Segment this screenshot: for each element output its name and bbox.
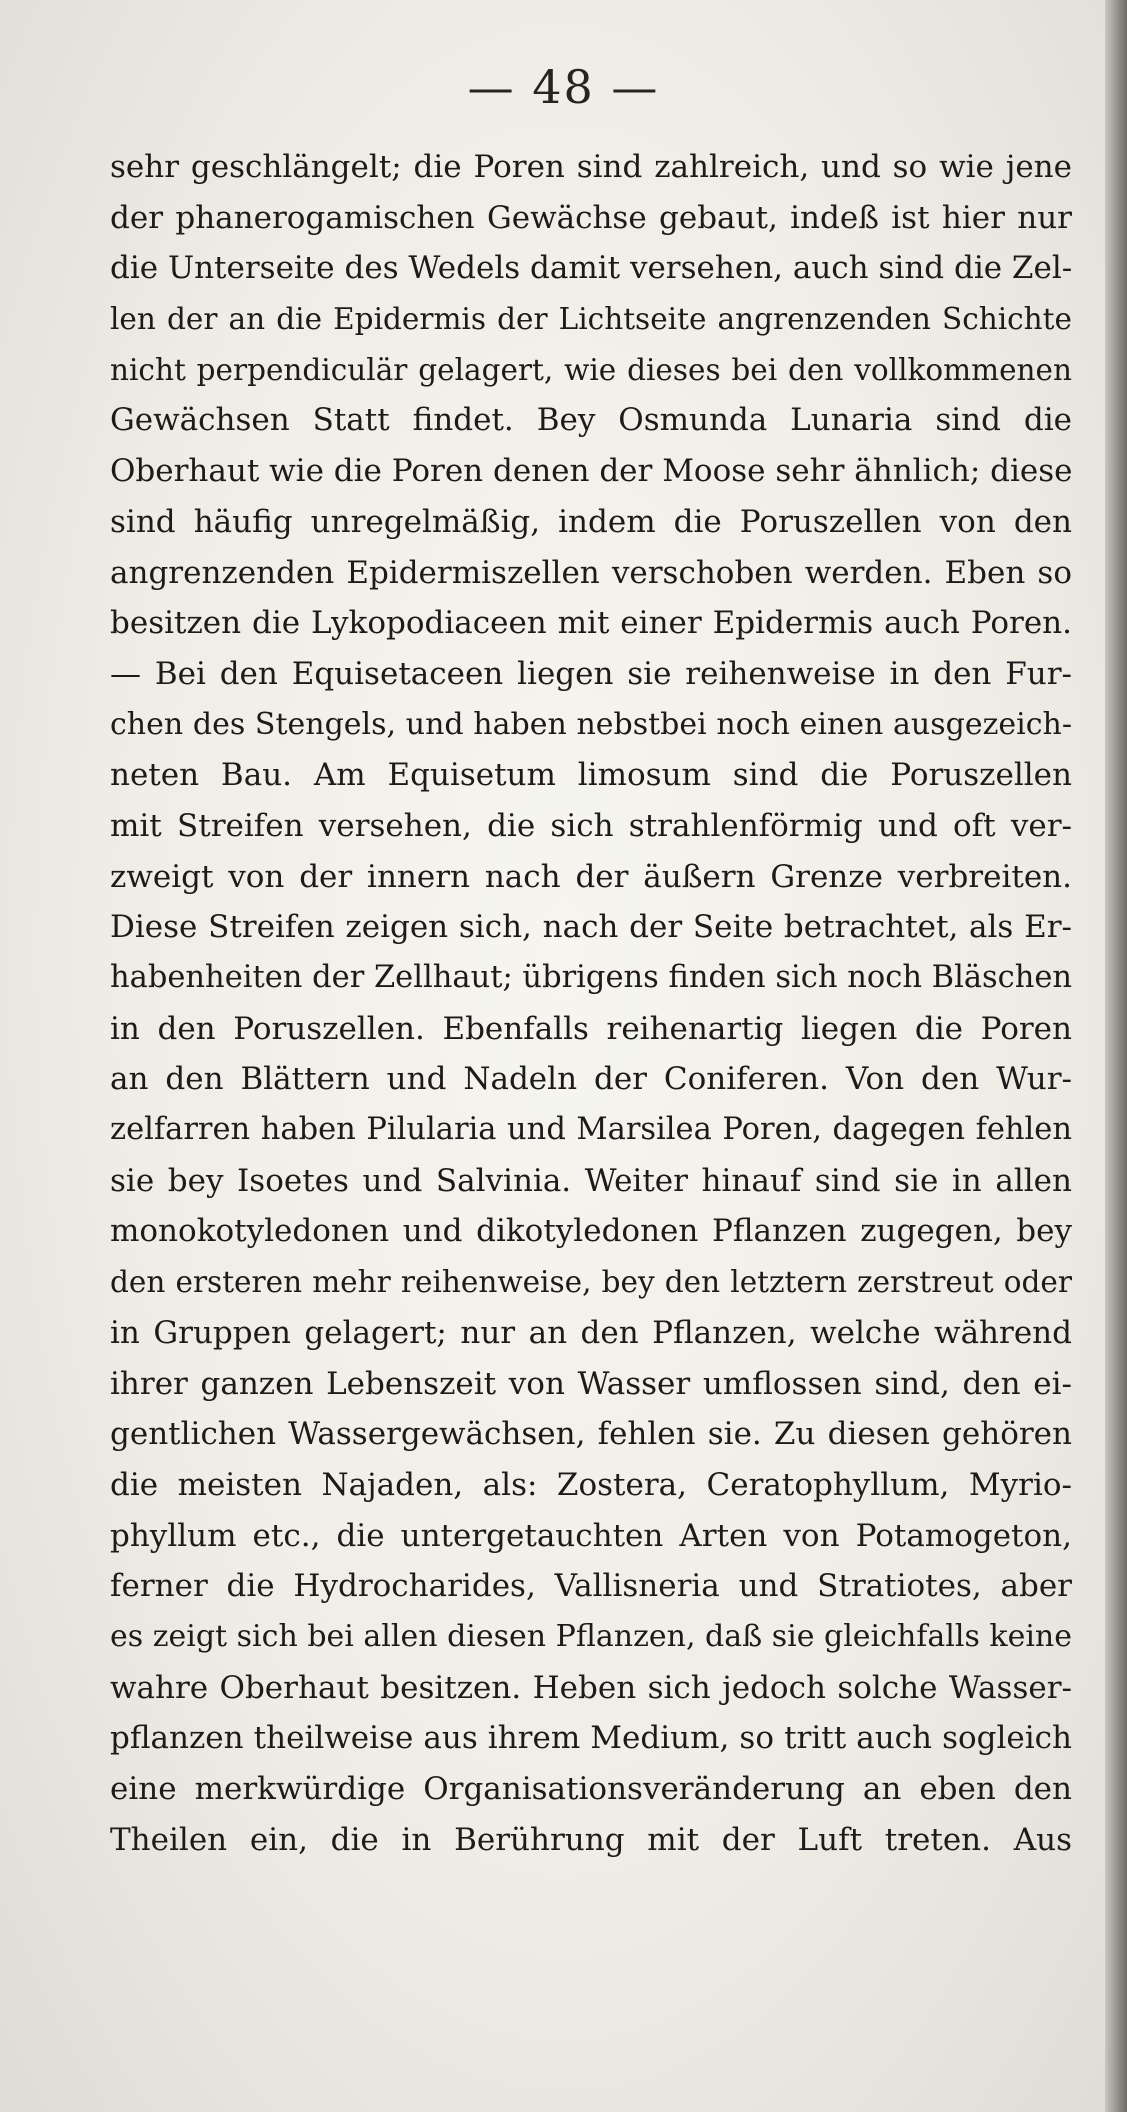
text-line: den ersteren mehr reihenweise, bey den letztern zerstreut oder	[110, 1265, 1072, 1300]
text-line: eine merkwürdige Organisationsveränderung an eben den	[110, 1771, 1072, 1807]
text-line: Theilen ein, die in Berührung mit der Luft treten. Aus	[110, 1821, 1072, 1858]
text-line: pflanzen theilweise aus ihrem Medium, so tritt auch sogleich	[110, 1720, 1072, 1757]
text-line: Oberhaut wie die Poren denen der Moose sehr ähnlich; diese	[110, 453, 1072, 490]
text-line: sehr geschlängelt; die Poren sind zahlreich, und so wie jene	[110, 149, 1072, 185]
text-line: die Unterseite des Wedels damit versehen, auch sind die Zel-	[110, 250, 1072, 287]
text-line: in den Poruszellen. Ebenfalls reihenartig liegen die Poren	[110, 1010, 1072, 1047]
text-line: nicht perpendiculär gelagert, wie dieses bei den vollkommenen	[110, 352, 1072, 387]
text-line: ferner die Hydrocharides, Vallisneria und Stratiotes, aber	[110, 1568, 1072, 1605]
page-number: — 48 —	[467, 60, 660, 114]
page-gutter-shadow	[1105, 0, 1127, 2112]
text-line: in Gruppen gelagert; nur an den Pflanzen, welche während	[110, 1314, 1072, 1351]
text-line: wahre Oberhaut besitzen. Heben sich jedoch solche Wasser-	[110, 1669, 1072, 1706]
text-line: gentlichen Wassergewächsen, fehlen sie. Zu diesen gehören	[110, 1416, 1072, 1453]
text-line: Gewächsen Statt findet. Bey Osmunda Lunaria sind die	[110, 402, 1072, 439]
text-line: habenheiten der Zellhaut; übrigens finden sich noch Bläschen	[110, 960, 1072, 995]
text-line: len der an die Epidermis der Lichtseite angrenzenden Schichte	[110, 302, 1072, 337]
text-line: Diese Streifen zeigen sich, nach der Seite betrachtet, als Er-	[110, 909, 1072, 946]
text-line: zweigt von der innern nach der äußern Grenze verbreiten.	[110, 858, 1072, 895]
text-line: angrenzenden Epidermiszellen verschoben werden. Eben so	[110, 554, 1072, 591]
text-line: monokotyledonen und dikotyledonen Pflanzen zugegen, bey	[110, 1213, 1072, 1250]
text-line: sie bey Isoetes und Salvinia. Weiter hinauf sind sie in allen	[110, 1162, 1072, 1199]
text-line: mit Streifen versehen, die sich strahlenförmig und oft ver-	[110, 807, 1072, 844]
text-line: es zeigt sich bei allen diesen Pflanzen, daß sie gleichfalls keine	[110, 1618, 1072, 1654]
text-line: ihrer ganzen Lebenszeit von Wasser umflossen sind, den ei-	[110, 1365, 1072, 1402]
text-line: — Bei den Equisetaceen liegen sie reihenweise in den Fur-	[110, 655, 1072, 692]
text-line: phyllum etc., die untergetauchten Arten von Potamogeton,	[110, 1517, 1072, 1554]
text-line: der phanerogamischen Gewächse gebaut, indeß ist hier nur	[110, 199, 1072, 236]
body-text	[110, 142, 1072, 1865]
text-line: an den Blättern und Nadeln der Coniferen. Von den Wur-	[110, 1061, 1072, 1098]
text-line: die meisten Najaden, als: Zostera, Ceratophyllum, Myrio-	[110, 1466, 1072, 1503]
text-line: besitzen die Lykopodiaceen mit einer Epidermis auch Poren.	[110, 605, 1072, 642]
text-line: neten Bau. Am Equisetum limosum sind die Poruszellen	[110, 757, 1072, 794]
text-line: chen des Stengels, und haben nebstbei noch einen ausgezeich-	[110, 706, 1072, 742]
text-line: sind häufig unregelmäßig, indem die Poruszellen von den	[110, 503, 1072, 540]
text-line: zelfarren haben Pilularia und Marsilea Poren, dagegen fehlen	[110, 1112, 1072, 1148]
